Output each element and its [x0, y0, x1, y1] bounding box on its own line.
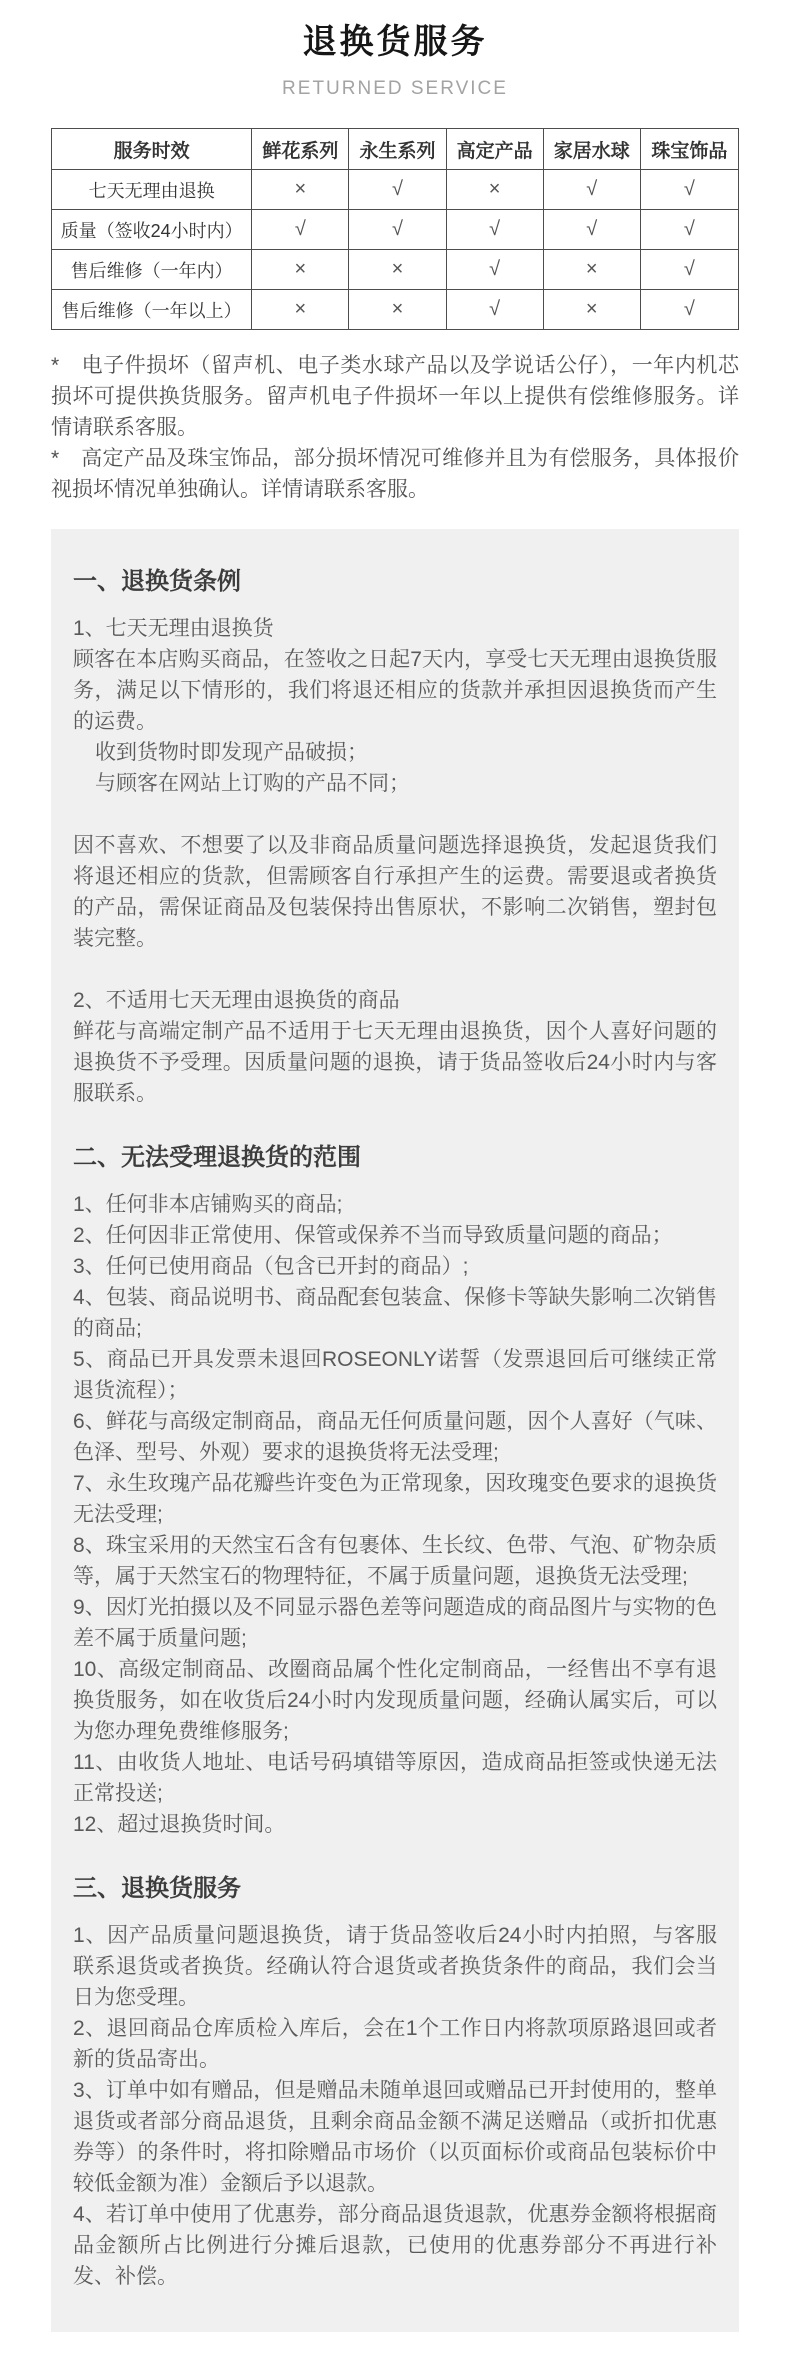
mark-cell: ×	[252, 290, 349, 330]
table-header-row	[52, 129, 739, 170]
mark-cell: ×	[252, 250, 349, 290]
footnote-text: 高定产品及珠宝饰品，部分损坏情况可维修并且为有偿服务，具体报价视损坏情况单独确认。详情请联系客服。	[51, 447, 739, 501]
footnote	[51, 350, 739, 443]
mark-cell: ×	[543, 290, 640, 330]
column-header: 家居水球	[543, 129, 640, 170]
row-label: 质量（签收24小时内）	[52, 210, 252, 250]
policy-list-item: 3、订单中如有赠品，但是赠品未随单退回或赠品已开封使用的，整单退货或者部分商品退货，且剩余商品金额不满足送赠品（或折扣优惠券等）的条件时，将扣除赠品市场价（以页面标价或商品包装标价中较低金额为准）金额后予以退款。	[73, 2079, 717, 2195]
table-row	[52, 250, 739, 290]
column-header: 永生系列	[349, 129, 446, 170]
policy-paragraph: 收到货物时即发现产品破损；	[95, 741, 368, 764]
policy-list-item: 1、因产品质量问题退换货，请于货品签收后24小时内拍照，与客服联系退货或者换货。经确认符合退货或者换货条件的商品，我们会当日为您受理。	[73, 1924, 717, 2009]
mark-cell: ×	[349, 250, 446, 290]
policy-paragraph: 顾客在本店购买商品，在签收之日起7天内，享受七天无理由退换货服务，满足以下情形的，我们将退还相应的货款并承担因退换货而产生的运费。	[73, 648, 717, 733]
policy-list-item: 4、若订单中使用了优惠券，部分商品退货退款，优惠券金额将根据商品金额所占比例进行分摊后退款，已使用的优惠券部分不再进行补发、补偿。	[73, 2203, 717, 2288]
section-not-accepted-scope	[73, 1141, 717, 1840]
mark-cell: √	[349, 170, 446, 210]
mark-cell: ×	[446, 170, 543, 210]
mark-cell: √	[252, 210, 349, 250]
policy-list-item: 9、因灯光拍摄以及不同显示器色差等问题造成的商品图片与实物的色差不属于质量问题;	[73, 1596, 717, 1650]
policy-list-item: 8、珠宝采用的天然宝石含有包裹体、生长纹、色带、气泡、矿物杂质等，属于天然宝石的物理特征，不属于质量问题，退换货无法受理;	[73, 1534, 717, 1588]
footnotes	[51, 350, 739, 505]
policy-paragraph: 鲜花与高端定制产品不适用于七天无理由退换货，因个人喜好问题的退换货不予受理。因质量问题的退换，请于货品签收后24小时内与客服联系。	[73, 1020, 717, 1105]
section-heading: 一、退换货条例	[73, 568, 241, 595]
policy-list-item: 6、鲜花与高级定制商品，商品无任何质量问题，因个人喜好（气味、色泽、型号、外观）要求的退换货将无法受理;	[73, 1410, 717, 1464]
policy-list-item: 5、商品已开具发票未退回ROSEONLY诺誓（发票退回后可继续正常退货流程）；	[73, 1348, 717, 1402]
policy-paragraph: 与顾客在网站上订购的产品不同；	[95, 772, 410, 795]
asterisk-marker: *	[51, 447, 60, 470]
mark-cell: √	[349, 210, 446, 250]
policy-list-item: 12、超过退换货时间。	[73, 1813, 286, 1836]
service-timeliness-table	[51, 128, 739, 330]
policy-paragraph: 因不喜欢、不想要了以及非商品质量问题选择退换货，发起退货我们将退还相应的货款，但需顾客自行承担产生的运费。需要退或者换货的产品，需保证商品及包装保持出售原状，不影响二次销售，塑封包装完整。	[73, 834, 717, 950]
column-header: 服务时效	[52, 129, 252, 170]
policy-list-item: 4、包装、商品说明书、商品配套包装盒、保修卡等缺失影响二次销售的商品;	[73, 1286, 717, 1340]
table-row	[52, 210, 739, 250]
page-title: 退换货服务	[302, 23, 488, 61]
column-header: 珠宝饰品	[640, 129, 738, 170]
page-header	[0, 0, 790, 102]
mark-cell: √	[446, 250, 543, 290]
column-header: 鲜花系列	[252, 129, 349, 170]
row-label: 七天无理由退换	[52, 170, 252, 210]
policy-list-item: 2、任何因非正常使用、保管或保养不当而导致质量问题的商品；	[73, 1224, 673, 1247]
mark-cell: √	[543, 170, 640, 210]
section-return-service	[73, 1872, 717, 2292]
section-heading: 三、退换货服务	[73, 1875, 241, 1902]
column-header: 高定产品	[446, 129, 543, 170]
policy-list-item: 11、由收货人地址、电话号码填错等原因，造成商品拒签或快递无法正常投送;	[73, 1751, 717, 1805]
policy-panel	[51, 529, 739, 2332]
mark-cell: √	[446, 290, 543, 330]
mark-cell: √	[640, 210, 738, 250]
row-label: 售后维修（一年以上）	[52, 290, 252, 330]
mark-cell: ×	[349, 290, 446, 330]
page-subtitle: RETURNED SERVICE	[282, 78, 508, 99]
footnote-text: 电子件损坏（留声机、电子类水球产品以及学说话公仔），一年内机芯损坏可提供换货服务。留声机电子件损坏一年以上提供有偿维修服务。详情请联系客服。	[51, 354, 739, 439]
mark-cell: √	[446, 210, 543, 250]
table-row	[52, 170, 739, 210]
policy-paragraph: 1、七天无理由退换货	[73, 617, 274, 640]
mark-cell: √	[640, 250, 738, 290]
mark-cell: ×	[252, 170, 349, 210]
policy-list-item: 2、退回商品仓库质检入库后，会在1个工作日内将款项原路退回或者新的货品寄出。	[73, 2017, 717, 2071]
mark-cell: √	[640, 290, 738, 330]
section-heading: 二、无法受理退换货的范围	[73, 1144, 361, 1171]
policy-list-item: 3、任何已使用商品（包含已开封的商品）;	[73, 1255, 469, 1278]
asterisk-marker: *	[51, 354, 60, 377]
policy-list-item: 1、任何非本店铺购买的商品;	[73, 1193, 343, 1216]
mark-cell: ×	[543, 250, 640, 290]
mark-cell: √	[543, 210, 640, 250]
policy-list-item: 7、永生玫瑰产品花瓣些许变色为正常现象，因玫瑰变色要求的退换货无法受理;	[73, 1472, 717, 1526]
mark-cell: √	[640, 170, 738, 210]
policy-paragraph: 2、不适用七天无理由退换货的商品	[73, 989, 400, 1012]
section-return-rules	[73, 565, 717, 1109]
footnote	[51, 443, 739, 505]
row-label: 售后维修（一年内）	[52, 250, 252, 290]
table-row	[52, 290, 739, 330]
policy-list-item: 10、高级定制商品、改圈商品属个性化定制商品，一经售出不享有退换货服务，如在收货后24小时内发现质量问题，经确认属实后，可以为您办理免费维修服务;	[73, 1658, 717, 1743]
